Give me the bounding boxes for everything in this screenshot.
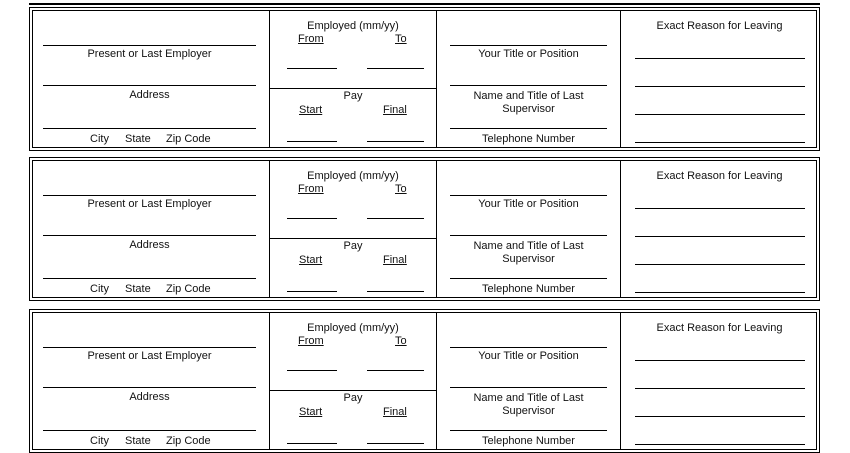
to-label: To	[395, 335, 407, 347]
telephone-label: Telephone Number	[482, 283, 575, 295]
employment-block-inner	[32, 160, 817, 298]
to-input-line[interactable]	[367, 218, 424, 219]
employment-block-2	[29, 157, 820, 301]
pay-divider	[269, 238, 437, 239]
city-state-zip-input-line[interactable]	[43, 128, 256, 129]
telephone-input-line[interactable]	[450, 430, 607, 431]
from-label: From	[298, 335, 324, 347]
title-input-line[interactable]	[450, 347, 607, 348]
final-input-line[interactable]	[367, 141, 424, 142]
pay-label: Pay	[343, 90, 363, 102]
supervisor-label-line1: Name and Title of Last	[473, 90, 584, 102]
employed-label: Employed (mm/yy)	[307, 170, 399, 182]
telephone-input-line[interactable]	[450, 278, 607, 279]
address-input-line[interactable]	[43, 85, 256, 86]
city-label: City	[90, 435, 109, 447]
pay-label: Pay	[343, 392, 363, 404]
employment-block-1	[29, 7, 820, 151]
reason-input-line[interactable]	[635, 114, 805, 115]
city-state-zip-input-line[interactable]	[43, 278, 256, 279]
pay-divider	[269, 390, 437, 391]
start-input-line[interactable]	[287, 141, 337, 142]
title-input-line[interactable]	[450, 195, 607, 196]
final-label: Final	[383, 406, 407, 418]
from-input-line[interactable]	[287, 68, 337, 69]
employed-label: Employed (mm/yy)	[307, 20, 399, 32]
to-input-line[interactable]	[367, 370, 424, 371]
pay-divider	[269, 88, 437, 89]
final-label: Final	[383, 254, 407, 266]
final-input-line[interactable]	[367, 443, 424, 444]
telephone-label: Telephone Number	[482, 435, 575, 447]
telephone-label: Telephone Number	[482, 133, 575, 145]
supervisor-label-line2: Supervisor	[502, 253, 555, 265]
reason-input-line[interactable]	[635, 208, 805, 209]
from-label: From	[298, 33, 324, 45]
supervisor-input-line[interactable]	[450, 85, 607, 86]
supervisor-label-line1: Name and Title of Last	[473, 240, 584, 252]
zip-label: Zip Code	[166, 435, 211, 447]
reason-label: Exact Reason for Leaving	[656, 20, 783, 32]
title-label: Your Title or Position	[478, 48, 579, 60]
zip-label: Zip Code	[166, 133, 211, 145]
state-label: State	[125, 133, 151, 145]
start-input-line[interactable]	[287, 291, 337, 292]
employed-label: Employed (mm/yy)	[307, 322, 399, 334]
supervisor-input-line[interactable]	[450, 235, 607, 236]
zip-label: Zip Code	[166, 283, 211, 295]
reason-input-line[interactable]	[635, 86, 805, 87]
supervisor-label-line2: Supervisor	[502, 103, 555, 115]
telephone-input-line[interactable]	[450, 128, 607, 129]
city-state-zip-input-line[interactable]	[43, 430, 256, 431]
from-input-line[interactable]	[287, 218, 337, 219]
employment-block-3	[29, 309, 820, 453]
from-label: From	[298, 183, 324, 195]
reason-input-line[interactable]	[635, 264, 805, 265]
reason-input-line[interactable]	[635, 416, 805, 417]
reason-input-line[interactable]	[635, 360, 805, 361]
supervisor-input-line[interactable]	[450, 387, 607, 388]
address-label: Address	[129, 391, 170, 403]
start-input-line[interactable]	[287, 443, 337, 444]
supervisor-label-line2: Supervisor	[502, 405, 555, 417]
employer-input-line[interactable]	[43, 195, 256, 196]
reason-input-line[interactable]	[635, 58, 805, 59]
reason-input-line[interactable]	[635, 388, 805, 389]
to-label: To	[395, 33, 407, 45]
reason-input-line[interactable]	[635, 444, 805, 445]
title-label: Your Title or Position	[478, 198, 579, 210]
employer-input-line[interactable]	[43, 45, 256, 46]
pay-label: Pay	[343, 240, 363, 252]
top-rule	[29, 3, 820, 5]
employer-label: Present or Last Employer	[87, 350, 212, 362]
employer-label: Present or Last Employer	[87, 48, 212, 60]
to-input-line[interactable]	[367, 68, 424, 69]
city-label: City	[90, 283, 109, 295]
final-label: Final	[383, 104, 407, 116]
supervisor-label-line1: Name and Title of Last	[473, 392, 584, 404]
title-input-line[interactable]	[450, 45, 607, 46]
address-label: Address	[129, 239, 170, 251]
title-label: Your Title or Position	[478, 350, 579, 362]
city-label: City	[90, 133, 109, 145]
reason-input-line[interactable]	[635, 292, 805, 293]
employment-block-inner	[32, 312, 817, 450]
employment-block-inner	[32, 10, 817, 148]
from-input-line[interactable]	[287, 370, 337, 371]
to-label: To	[395, 183, 407, 195]
address-label: Address	[129, 89, 170, 101]
start-label: Start	[299, 104, 323, 116]
address-input-line[interactable]	[43, 387, 256, 388]
address-input-line[interactable]	[43, 235, 256, 236]
state-label: State	[125, 435, 151, 447]
reason-input-line[interactable]	[635, 142, 805, 143]
start-label: Start	[299, 254, 323, 266]
reason-label: Exact Reason for Leaving	[656, 170, 783, 182]
state-label: State	[125, 283, 151, 295]
employer-label: Present or Last Employer	[87, 198, 212, 210]
start-label: Start	[299, 406, 323, 418]
final-input-line[interactable]	[367, 291, 424, 292]
employer-input-line[interactable]	[43, 347, 256, 348]
reason-label: Exact Reason for Leaving	[656, 322, 783, 334]
reason-input-line[interactable]	[635, 236, 805, 237]
